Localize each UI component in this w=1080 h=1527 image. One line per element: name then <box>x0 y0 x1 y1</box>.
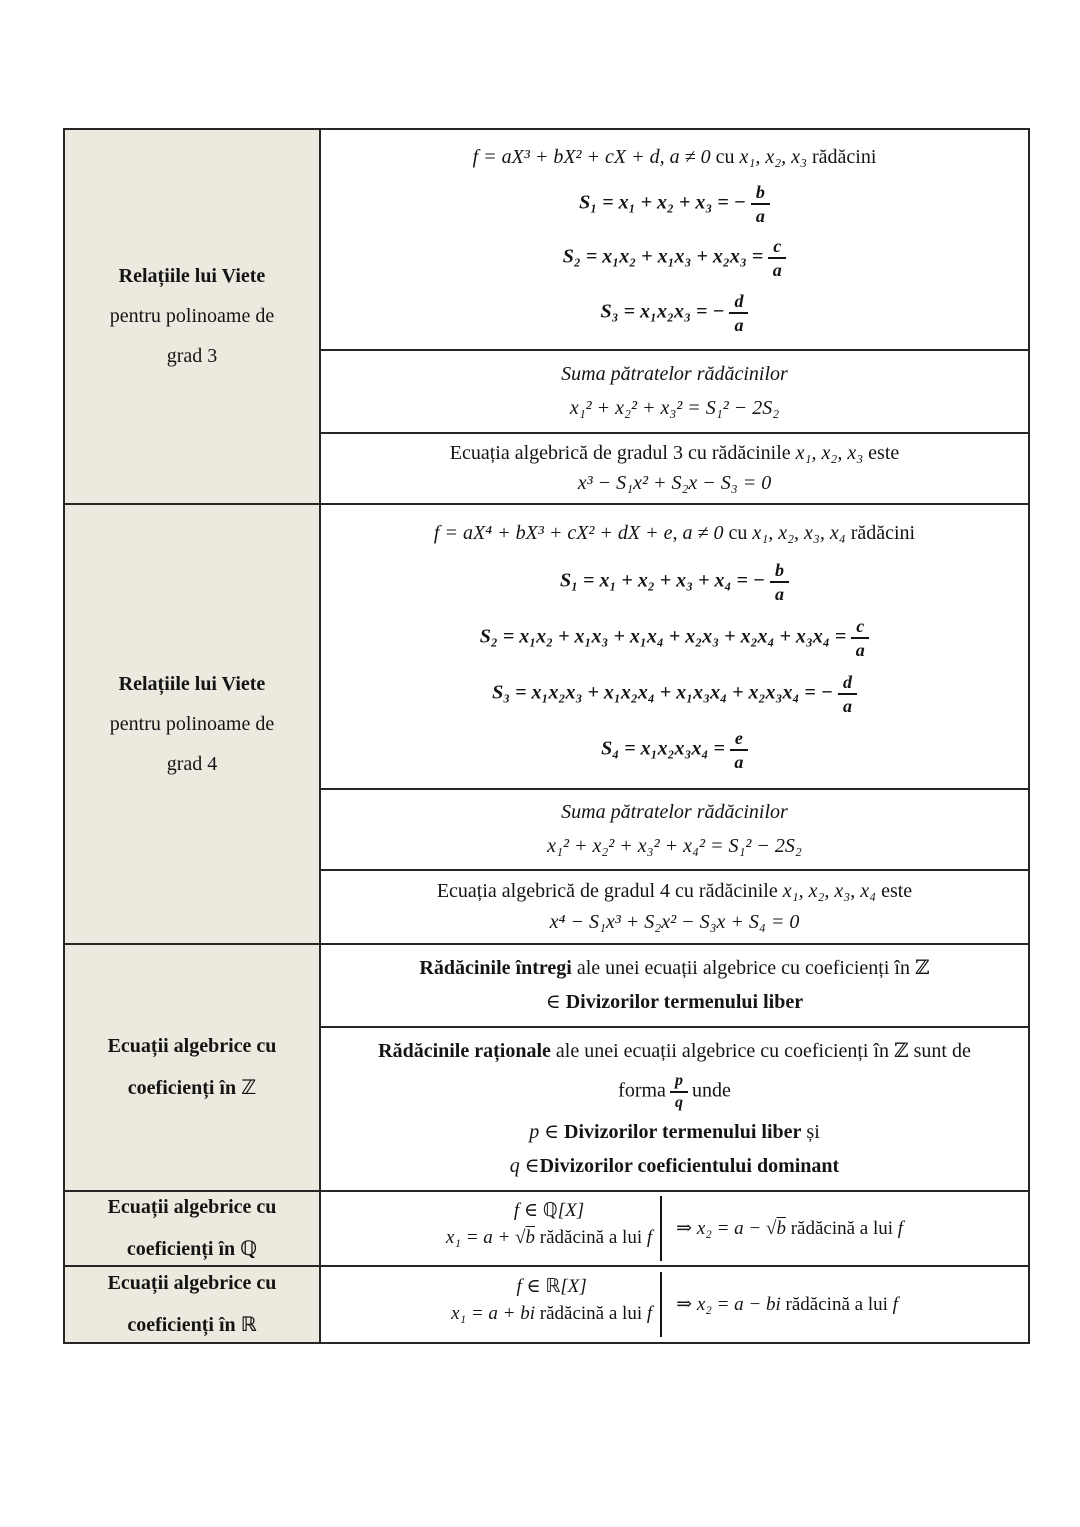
fraction <box>730 729 748 771</box>
conclusion-block: ⇒ x₂ = a − bi rădăcină a lui f <box>676 1294 898 1315</box>
fraction-denominator: a <box>772 260 782 281</box>
fraction-numerator: d <box>729 292 748 314</box>
rational-roots-form: forma $\frac{p}{q}$ unde <box>618 1072 731 1112</box>
coefficients-r-content <box>321 1267 1028 1342</box>
header-line2: coeficienți în ℤ <box>127 1077 257 1099</box>
fraction-numerator: c <box>768 237 786 259</box>
row-header-coefficients-q <box>65 1192 321 1265</box>
viete4-sum-of-squares-cell <box>321 788 1028 870</box>
integer-roots-statement: Rădăcinile întregi ale unei ecuații algebrice cu coeficienți în ℤ <box>419 957 930 980</box>
polynomial-definition: f = aX⁴ + bX³ + cX² + dX + e, a ≠ 0 cu x₁, x₂, x₃, x₄ rădăcini <box>433 522 916 545</box>
header-title: Relațiile lui Viete <box>118 265 266 287</box>
polynomial-definition: f = aX³ + bX² + cX + d, a ≠ 0 cu x₁, x₂, x₃ rădăcini <box>472 145 877 168</box>
x1-root-statement: x₁ = a + bi rădăcină a lui f <box>451 1302 653 1324</box>
row-header-viete-grad3 <box>65 130 321 503</box>
table-row-viete-grad4 <box>65 503 1028 943</box>
row-header-viete-grad4 <box>65 505 321 943</box>
viete3-formulas-cell <box>321 130 1028 349</box>
q-membership: q ∈Divizorilor coeficientului dominant <box>509 1155 840 1178</box>
row-header-coefficients-z <box>65 945 321 1190</box>
viete3-sum-of-squares-cell <box>321 349 1028 432</box>
fraction-denominator: a <box>734 752 744 773</box>
equation-formula: x³ − S₁x² + S₂x − S₃ = 0 <box>577 472 772 494</box>
s2-formula: S₂ = x₁x₂ + x₁x₃ + x₂x₃ = $\frac{c}{a}$ <box>563 237 787 279</box>
fraction-numerator: b <box>770 561 789 583</box>
s2-formula: S₂ = x₁x₂ + x₁x₃ + x₁x₄ + x₂x₃ + x₂x₄ + x₃x₄ = $\frac{c}{a}$ <box>480 617 870 659</box>
fraction <box>838 673 857 715</box>
fraction <box>770 561 789 603</box>
header-line2: coeficienți în ℝ <box>127 1314 257 1336</box>
x1-root-statement: x₁ = a + √b rădăcină a lui f <box>445 1226 653 1248</box>
row-header-coefficients-r <box>65 1267 321 1342</box>
s3-formula: S₃ = x₁x₂x₃ = − $\frac{d}{a}$ <box>601 292 749 334</box>
viete3-equation-cell <box>321 432 1028 503</box>
equation-formula: x⁴ − S₁x³ + S₂x² − S₃x + S₄ = 0 <box>549 911 800 934</box>
integer-roots-cell <box>321 945 1028 1026</box>
conclusion-block: ⇒ x₂ = a − √b rădăcină a lui f <box>676 1218 904 1239</box>
header-title: Relațiile lui Viete <box>118 672 266 695</box>
fraction <box>768 237 786 279</box>
header-line3: grad 4 <box>166 752 218 775</box>
fraction-denominator: a <box>855 639 865 660</box>
rational-roots-cell <box>321 1026 1028 1190</box>
conjugate-rule-q <box>321 1192 1028 1265</box>
fraction-numerator: d <box>838 673 857 695</box>
formula-table <box>63 128 1030 1344</box>
sum-squares-formula: x₁² + x₂² + x₃² + x₄² = S₁² − 2S₂ <box>547 834 802 857</box>
fraction <box>751 183 770 225</box>
fraction-denominator: a <box>755 205 765 226</box>
header-line2: pentru polinoame de <box>109 712 275 735</box>
fraction-denominator: a <box>775 583 785 604</box>
sum-squares-title: Suma pătratelor rădăcinilor <box>561 801 788 824</box>
s1-formula: S₁ = x₁ + x₂ + x₃ + x₄ = − $\frac{b}{a}$ <box>560 561 789 603</box>
fraction-denominator: a <box>734 315 744 336</box>
fraction-numerator: b <box>751 183 770 205</box>
viete4-content <box>321 505 1028 943</box>
s4-formula: S₄ = x₁x₂x₃x₄ = $\frac{e}{a}$ <box>601 729 748 771</box>
sum-squares-formula: x₁² + x₂² + x₃² = S₁² − 2S₂ <box>569 397 780 419</box>
s3-formula: S₃ = x₁x₂x₃ + x₁x₂x₄ + x₁x₃x₄ + x₂x₃x₄ = − $\frac{d}{a}$ <box>492 673 857 715</box>
header-line1: Ecuații algebrice cu <box>107 1196 277 1218</box>
viete4-equation-cell <box>321 869 1028 943</box>
hypothesis-block <box>451 1272 662 1338</box>
conjugate-rule-r <box>321 1267 1028 1342</box>
radical-icon: √ <box>766 1218 777 1239</box>
s1-formula: S₁ = x₁ + x₂ + x₃ = − $\frac{b}{a}$ <box>579 183 770 225</box>
fraction-denominator: q <box>674 1094 683 1112</box>
header-line1: Ecuații algebrice cu <box>107 1035 277 1057</box>
fraction <box>851 617 869 659</box>
rational-roots-statement: Rădăcinile raționale ale unei ecuații algebrice cu coeficienți în ℤ sunt de <box>378 1040 971 1063</box>
coefficients-z-content <box>321 945 1028 1190</box>
table-row-coefficients-z <box>65 943 1028 1190</box>
radical-icon: √ <box>515 1226 526 1248</box>
f-membership: f ∈ ℝ[X] <box>516 1275 587 1297</box>
viete3-content <box>321 130 1028 503</box>
sum-squares-title: Suma pătratelor rădăcinilor <box>561 363 788 385</box>
fraction-numerator: c <box>851 617 869 639</box>
coefficients-q-content <box>321 1192 1028 1265</box>
integer-roots-membership: ∈ Divizorilor termenului liber <box>545 991 804 1014</box>
table-row-coefficients-q <box>65 1190 1028 1265</box>
fraction-numerator: p <box>670 1073 688 1093</box>
equation-title: Ecuația algebrică de gradul 3 cu rădăcinile x₁, x₂, x₃ este <box>449 442 900 464</box>
table-row-coefficients-r <box>65 1265 1028 1342</box>
fraction-numerator: e <box>730 729 748 751</box>
header-line3: grad 3 <box>166 345 218 367</box>
header-line2: pentru polinoame de <box>109 305 275 327</box>
equation-title: Ecuația algebrică de gradul 4 cu rădăcinile x₁, x₂, x₃, x₄ este <box>436 880 913 903</box>
fraction <box>729 292 748 334</box>
hypothesis-block <box>446 1196 662 1262</box>
fraction-denominator: a <box>842 696 852 717</box>
table-row-viete-grad3 <box>65 130 1028 503</box>
p-membership: p ∈ Divizorilor termenului liber și <box>529 1121 820 1144</box>
header-line1: Ecuații algebrice cu <box>107 1272 277 1294</box>
p-over-q-fraction <box>670 1073 688 1111</box>
viete4-formulas-cell <box>321 505 1028 788</box>
header-line2: coeficienți în ℚ <box>126 1238 258 1260</box>
f-membership: f ∈ ℚ[X] <box>513 1199 585 1221</box>
